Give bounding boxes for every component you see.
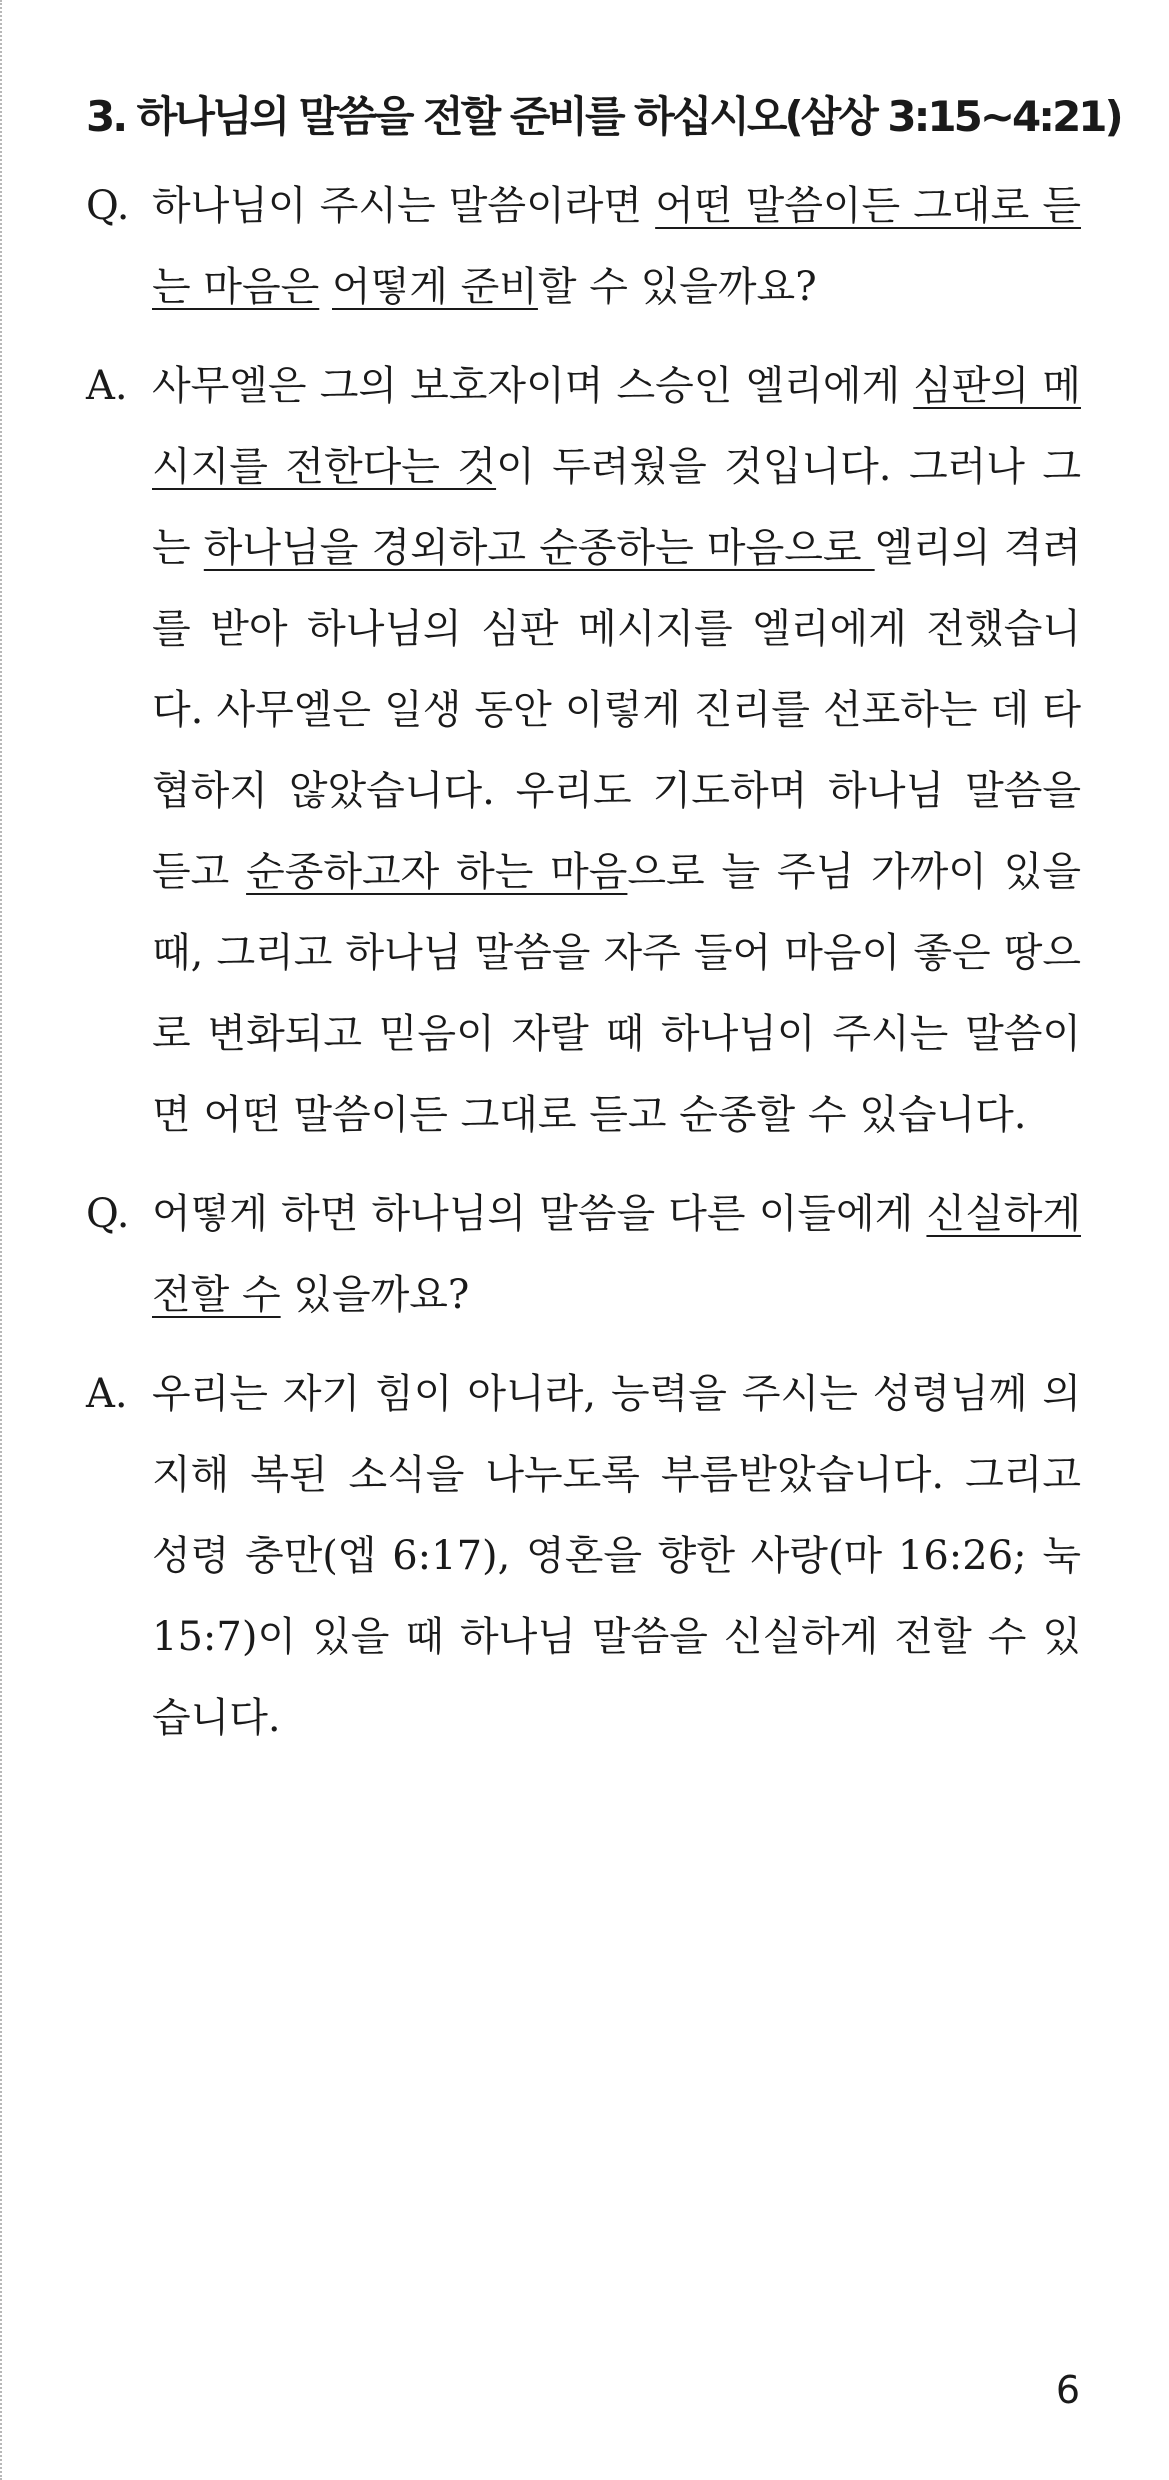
page-edge-dotted-line [0,0,2,2480]
text-segment: 할 수 있을까요? [537,264,817,310]
text-segment: 으로 늘 주님 가까이 있을 때, 그리고 하나님 말씀을 자주 들어 마음이 좋은 땅으로 변화되고 믿음이 자랄 때 하나님이 주시는 말씀이면 어떤 말씀이든 그대로 듣고 순종할 수 있습니다. [152,849,1081,1138]
qa-marker: A. [86,1371,128,1417]
section-heading: 3. 하나님의 말씀을 전할 준비를 하십시오(삼상 3:15~4:21) [86,92,1121,141]
text-segment: 사무엘은 그의 보호자이며 스승인 엘리에게 [152,363,914,409]
underlined-segment: 순종하고자 하는 마음 [246,849,628,895]
text-segment: 엘리의 격려를 받아 하나님의 심판 메시지를 엘리에게 전했습니다. 사무엘은 일생 동안 이렇게 진리를 선포하는 데 타협하지 않았습니다. 우리도 기도하며 하나님 말씀을 듣고 [152,525,1081,895]
qa-marker: Q. [86,183,130,229]
underlined-segment: 심판의 메시지를 전한다는 것 [152,363,1081,490]
page-number: 6 [1055,2368,1080,2412]
qa-marker: A. [86,363,128,409]
underlined-segment: 하나님을 경외하고 순종하는 마음으로 [203,525,875,571]
qa-marker: Q. [86,1191,130,1237]
underlined-segment: 어떤 말씀이든 그대로 듣는 마음은 [152,183,1081,310]
text-segment: 이 두려웠을 것입니다. 그러나 그는 [152,444,1081,571]
qa-text [152,166,1081,328]
qa-item-2 [86,346,1081,1156]
text-segment [319,264,332,310]
text-segment: 어떻게 하면 하나님의 말씀을 다른 이들에게 [152,1191,927,1237]
text-segment: 있을까요? [280,1272,470,1318]
text-segment: 하나님이 주시는 말씀이라면 [152,183,656,229]
qa-item-3 [86,1174,1081,1336]
qa-text [152,346,1081,1156]
underlined-segment: 신실하게 전할 수 [152,1191,1081,1318]
qa-item-1 [86,166,1081,328]
underlined-segment: 어떻게 준비 [332,264,538,310]
qa-text [152,1174,1081,1336]
document-page [86,80,1121,1777]
text-segment: 우리는 자기 힘이 아니라, 능력을 주시는 성령님께 의지해 복된 소식을 나누도록 부름받았습니다. 그리고 성령 충만(엡 6:17), 영혼을 향한 사랑(마 16:26; 눅 15:7)이 있을 때 하나님 말씀을 신실하게 전할 수 있습니다. [152,1371,1081,1741]
qa-item-4 [86,1354,1081,1759]
qa-text [152,1354,1081,1759]
